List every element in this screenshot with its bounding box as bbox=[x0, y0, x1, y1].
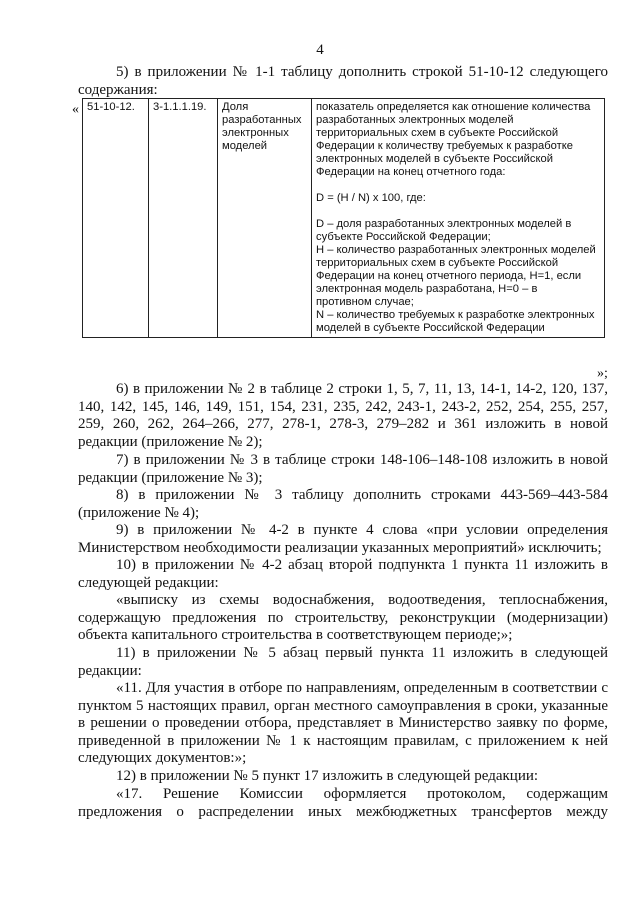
item-5-text: 5) в приложении № 1-1 таблицу дополнить строкой 51-10-12 следующего содержания: bbox=[78, 64, 608, 98]
row-indicator-cell: Доля разработанных электронных моделей bbox=[218, 99, 312, 338]
amendment-table bbox=[82, 98, 605, 338]
row-code-cell: 51-10-12. bbox=[83, 99, 149, 338]
item-12-quote: «17. Решение Комиссии оформляется протоколом, содержащим предложения о распределении иных межбюджетных трансфертов между bbox=[78, 786, 608, 820]
item-9-text: 9) в приложении № 4-2 в пункте 4 слова «при условии определения Министерством необходимости реализации указанных мероприятий» исключить; bbox=[78, 522, 608, 556]
item-10-text: 10) в приложении № 4-2 абзац второй подпункта 1 пункта 11 изложить в следующей редакции: bbox=[78, 557, 608, 591]
row-method-cell bbox=[312, 99, 605, 338]
page-number: 4 bbox=[316, 42, 324, 58]
table-close-quote: »; bbox=[597, 366, 608, 381]
item-11-text: 11) в приложении № 5 абзац первый пункта 11 изложить в следующей редакции: bbox=[78, 645, 608, 679]
method-def-h: H – количество разработанных электронных моделей территориальных схем в субъекте Российской Федерации на конец отчетного периода, H=1, если электронная модель разработана, H=0 – в противном случае; bbox=[316, 244, 596, 308]
table-row bbox=[83, 99, 605, 338]
item-7-text: 7) в приложении № 3 в таблице строки 148-106–148-108 изложить в новой редакции (приложение № 3); bbox=[78, 452, 608, 486]
method-def-d: D – доля разработанных электронных моделей в субъекте Российской Федерации; bbox=[316, 218, 572, 243]
method-def-n: N – количество требуемых к разработке электронных моделей в субъекте Российской Федерации bbox=[316, 309, 595, 334]
item-12-text: 12) в приложении № 5 пункт 17 изложить в следующей редакции: bbox=[116, 768, 539, 784]
method-formula: D = (H / N) х 100, где: bbox=[316, 192, 426, 204]
item-10-quote: «выписку из схемы водоснабжения, водоотведения, теплоснабжения, содержащую предложения по строительству, реконструкции (модернизации) объекта капитального строительства в соответствующем периоде;»; bbox=[78, 592, 608, 643]
method-description: показатель определяется как отношение количества разработанных электронных моделей территориальных схем в субъекте Российской Федерации к количеству требуемых к разработке электронных моделей в субъекте Российской Федерации на конец отчетного года: bbox=[316, 101, 591, 178]
item-11-quote: «11. Для участия в отборе по направлениям, определенным в соответствии с пунктом 5 настоящих правил, орган местного самоуправления в сроки, указанные в решении о проведении отбора, представляет в Министерство заявку по форме, приведенной в приложении № 1 к настоящим правилам, с приложением к ней следующих документов:»; bbox=[78, 680, 608, 766]
table-open-quote: « bbox=[72, 102, 79, 117]
row-ref-cell: 3-1.1.1.19. bbox=[149, 99, 218, 338]
item-8-text: 8) в приложении № 3 таблицу дополнить строками 443-569–443-584 (приложение № 4); bbox=[78, 487, 608, 521]
item-6-text: 6) в приложении № 2 в таблице 2 строки 1, 5, 7, 11, 13, 14-1, 14-2, 120, 137, 140, 142, 145, 146, 149, 151, 154, 231, 235, 242, 243-1, 243-2, 252, 254, 255, 257, 259, 260, 262, 264–266, 277, 278-1, 278-3, 279–282 и 361 изложить в новой редакции (приложение № 2); bbox=[78, 381, 608, 450]
